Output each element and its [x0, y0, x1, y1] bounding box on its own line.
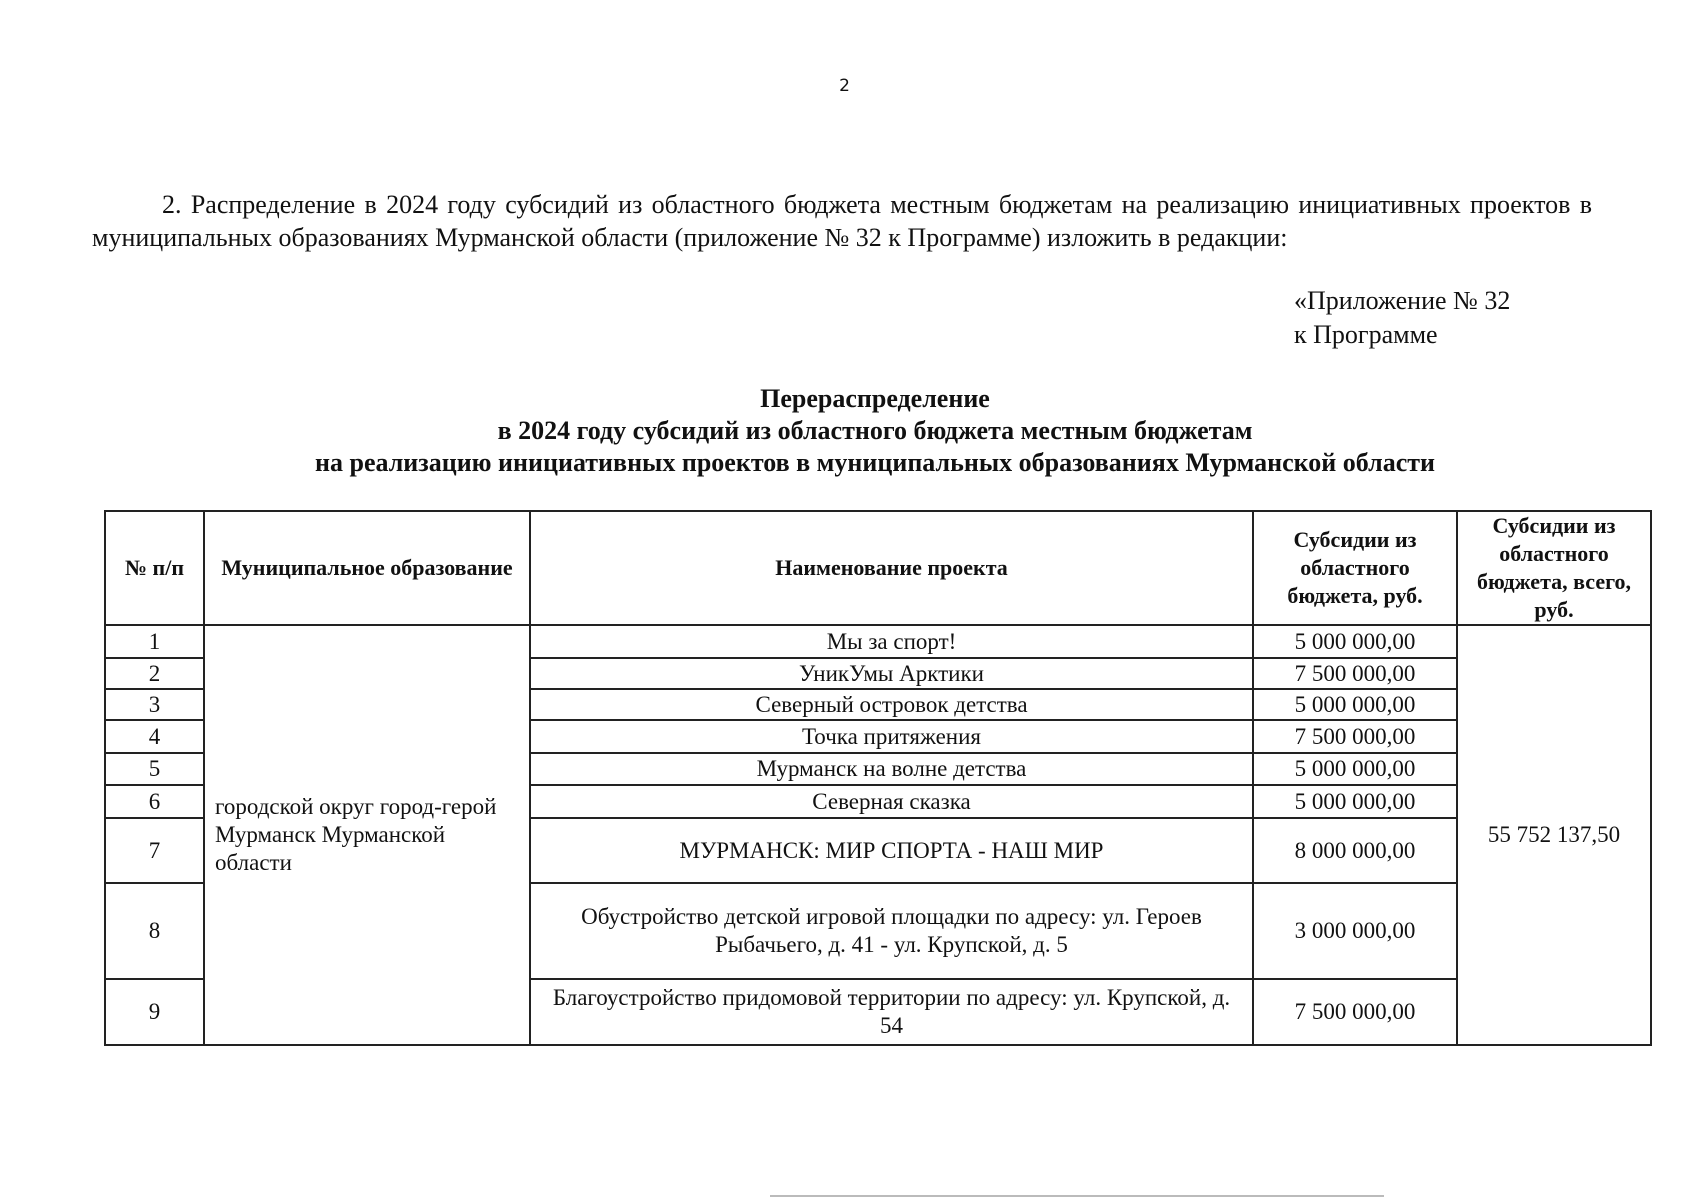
row-number: 5 [105, 753, 204, 785]
subsidy-amount: 7 500 000,00 [1253, 720, 1457, 753]
project-name: Благоустройство придомовой территории по адресу: ул. Крупской, д. 54 [530, 979, 1253, 1045]
row-number: 2 [105, 658, 204, 689]
header-total: Субсидии из областного бюджета, всего, руб. [1457, 511, 1651, 625]
subsidy-amount: 5 000 000,00 [1253, 753, 1457, 785]
project-name: Северная сказка [530, 785, 1253, 818]
heading-line-3: на реализацию инициативных проектов в муниципальных образованиях Мурманской области [315, 448, 1435, 477]
subsidy-amount: 7 500 000,00 [1253, 658, 1457, 689]
project-name: Северный островок детства [530, 689, 1253, 720]
table-row [105, 625, 1651, 658]
page-number: 2 [839, 76, 850, 96]
header-project: Наименование проекта [530, 511, 1253, 625]
subsidy-amount: 5 000 000,00 [1253, 625, 1457, 658]
total-subsidy-cell: 55 752 137,50 [1457, 625, 1651, 1045]
subsidy-amount: 8 000 000,00 [1253, 818, 1457, 883]
project-name: Точка притяжения [530, 720, 1253, 753]
annex-line-1: «Приложение № 32 [1294, 286, 1511, 315]
table-heading [30, 383, 1689, 479]
subsidy-amount: 5 000 000,00 [1253, 785, 1457, 818]
row-number: 1 [105, 625, 204, 658]
header-municipality: Муниципальное образование [204, 511, 530, 625]
subsidy-amount: 7 500 000,00 [1253, 979, 1457, 1045]
row-number: 3 [105, 689, 204, 720]
subsidy-amount: 5 000 000,00 [1253, 689, 1457, 720]
row-number: 7 [105, 818, 204, 883]
project-name: Мы за спорт! [530, 625, 1253, 658]
annex-line-2: к Программе [1294, 320, 1438, 349]
subsidy-amount: 3 000 000,00 [1253, 883, 1457, 979]
subsidy-table [104, 510, 1652, 1046]
header-num: № п/п [105, 511, 204, 625]
row-number: 4 [105, 720, 204, 753]
header-subsidy: Субсидии из областного бюджета, руб. [1253, 511, 1457, 625]
project-name: УникУмы Арктики [530, 658, 1253, 689]
project-name: Мурманск на волне детства [530, 753, 1253, 785]
project-name: МУРМАНСК: МИР СПОРТА - НАШ МИР [530, 818, 1253, 883]
scan-artifact-line [770, 1195, 1384, 1197]
annex-reference [1294, 284, 1510, 352]
body-paragraph: 2. Распределение в 2024 году субсидий из областного бюджета местным бюджетам на реализацию инициативных проектов в муниципальных образованиях Мурманской области (приложение № 32 к Программе) изложить в редакции: [92, 190, 1592, 252]
project-name: Обустройство детской игровой площадки по адресу: ул. Героев Рыбачьего, д. 41 - ул. Крупской, д. 5 [530, 883, 1253, 979]
row-number: 8 [105, 883, 204, 979]
table-body [105, 625, 1651, 1045]
row-number: 9 [105, 979, 204, 1045]
row-number: 6 [105, 785, 204, 818]
heading-line-2: в 2024 году субсидий из областного бюджета местным бюджетам [497, 416, 1253, 445]
table-header-row [105, 511, 1651, 625]
municipality-cell: городской округ город-герой Мурманск Мурманской области [204, 625, 530, 1045]
heading-line-1: Перераспределение [760, 384, 990, 413]
